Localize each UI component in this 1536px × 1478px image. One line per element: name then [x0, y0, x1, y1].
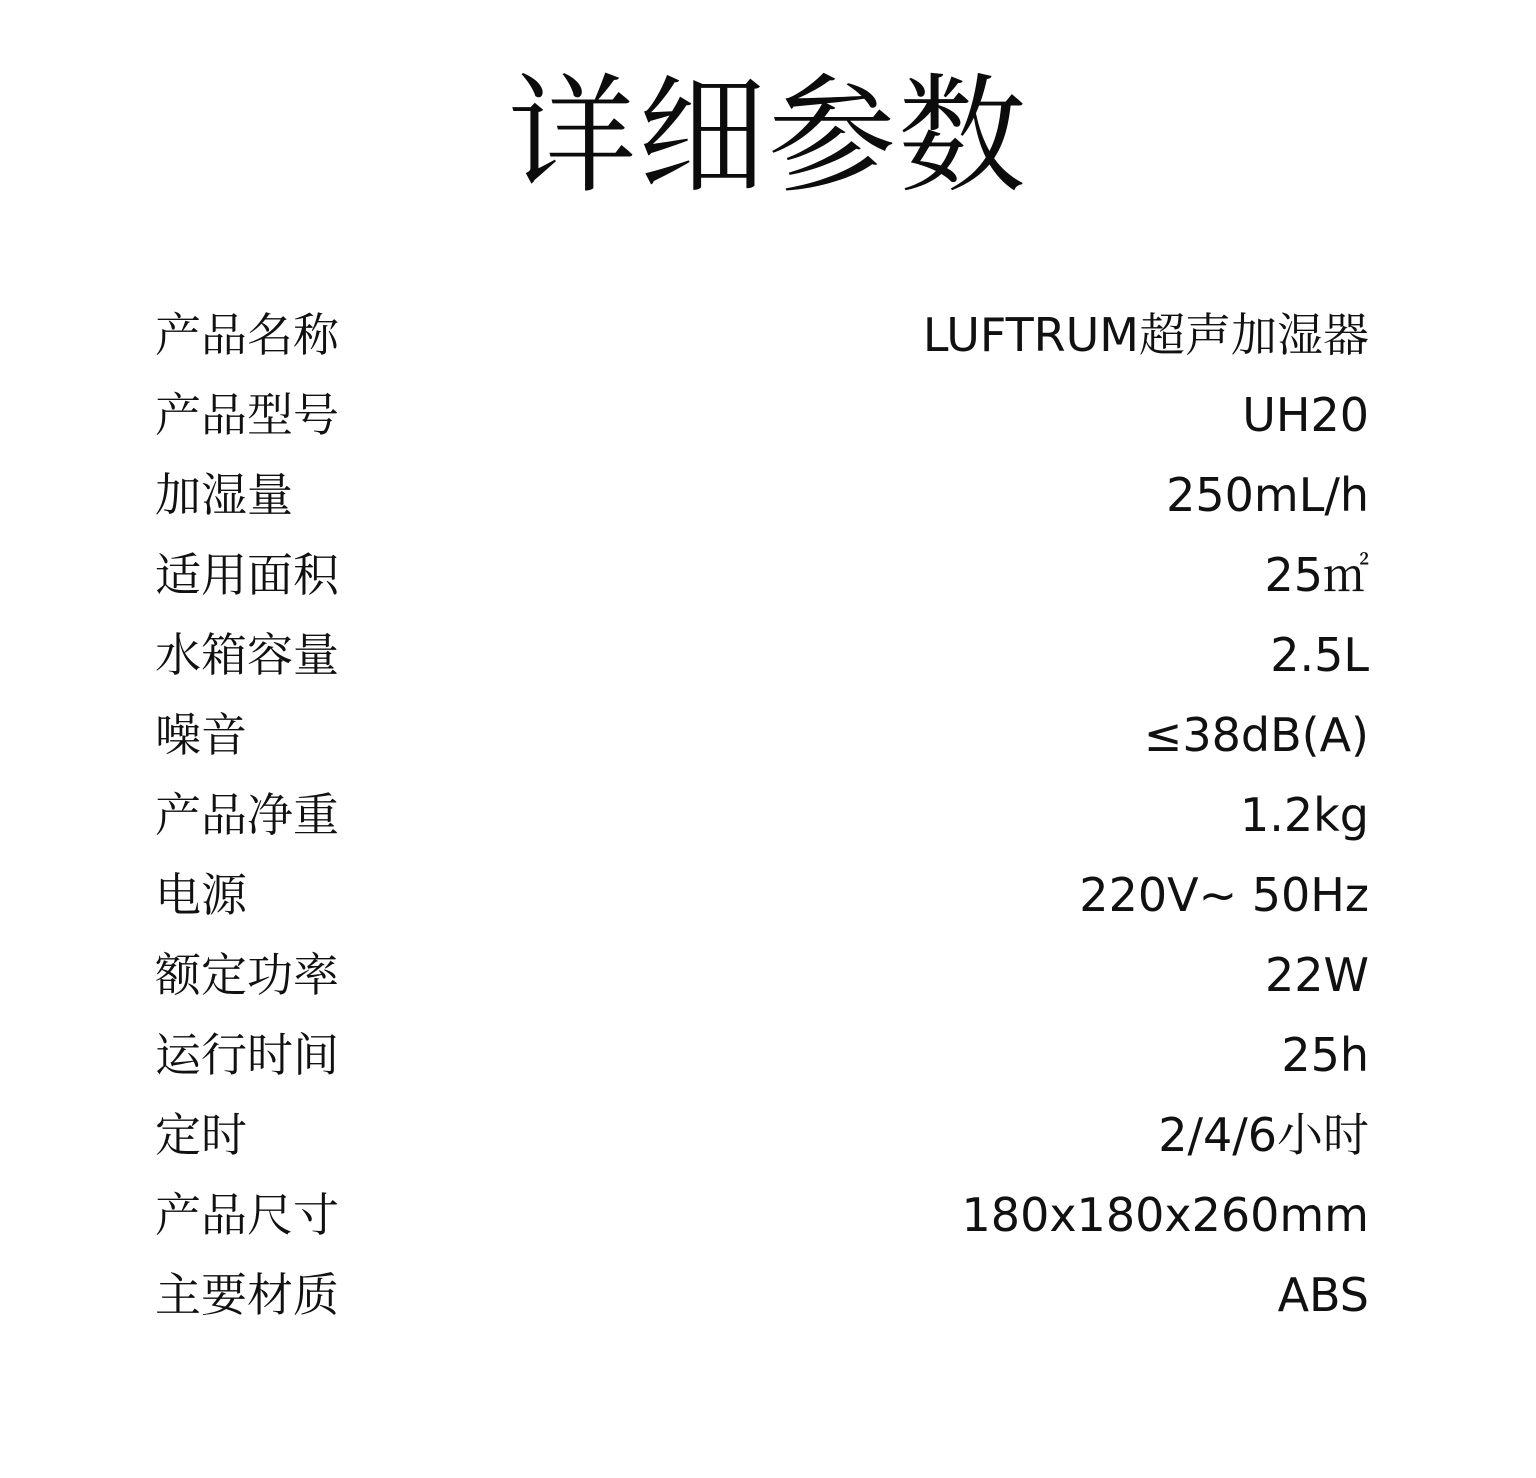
- spec-value: 220V~ 50Hz: [1079, 868, 1369, 922]
- spec-value: LUFTRUM超声加湿器: [922, 308, 1369, 362]
- spec-row-timer: [155, 1095, 1369, 1175]
- spec-row-dimensions: [155, 1175, 1369, 1255]
- spec-label: 加湿量: [155, 468, 293, 522]
- spec-label: 噪音: [155, 708, 247, 762]
- spec-label: 适用面积: [155, 548, 339, 602]
- spec-value: 2.5L: [1270, 628, 1369, 682]
- spec-row-product-name: [155, 295, 1369, 375]
- spec-row-material: [155, 1255, 1369, 1335]
- spec-row-runtime: [155, 1015, 1369, 1095]
- spec-value: 250mL/h: [1166, 468, 1369, 522]
- spec-value: 1.2kg: [1240, 788, 1369, 842]
- spec-row-model: [155, 375, 1369, 455]
- spec-label: 额定功率: [155, 948, 339, 1002]
- spec-label: 运行时间: [155, 1028, 339, 1082]
- spec-row-humidification: [155, 455, 1369, 535]
- spec-value: UH20: [1242, 388, 1369, 442]
- spec-label: 产品尺寸: [155, 1188, 339, 1242]
- spec-row-tank: [155, 615, 1369, 695]
- spec-label: 产品净重: [155, 788, 339, 842]
- spec-value: 25㎡: [1264, 548, 1369, 602]
- spec-value: ABS: [1277, 1268, 1369, 1322]
- spec-row-area: [155, 535, 1369, 615]
- spec-value: 25h: [1281, 1028, 1369, 1082]
- spec-row-weight: [155, 775, 1369, 855]
- spec-value: 180x180x260mm: [961, 1188, 1369, 1242]
- spec-label: 水箱容量: [155, 628, 339, 682]
- spec-value: 2/4/6小时: [1158, 1108, 1369, 1162]
- spec-label: 产品型号: [155, 388, 339, 442]
- spec-row-rated-power: [155, 935, 1369, 1015]
- spec-label: 主要材质: [155, 1268, 339, 1322]
- spec-row-noise: [155, 695, 1369, 775]
- spec-value: ≤38dB(A): [1143, 708, 1369, 762]
- spec-label: 定时: [155, 1108, 247, 1162]
- page-title: 详细参数: [507, 62, 1028, 211]
- spec-label: 产品名称: [155, 308, 339, 362]
- spec-value: 22W: [1264, 948, 1369, 1002]
- spec-label: 电源: [155, 868, 247, 922]
- spec-table: [155, 295, 1369, 1335]
- spec-row-power-supply: [155, 855, 1369, 935]
